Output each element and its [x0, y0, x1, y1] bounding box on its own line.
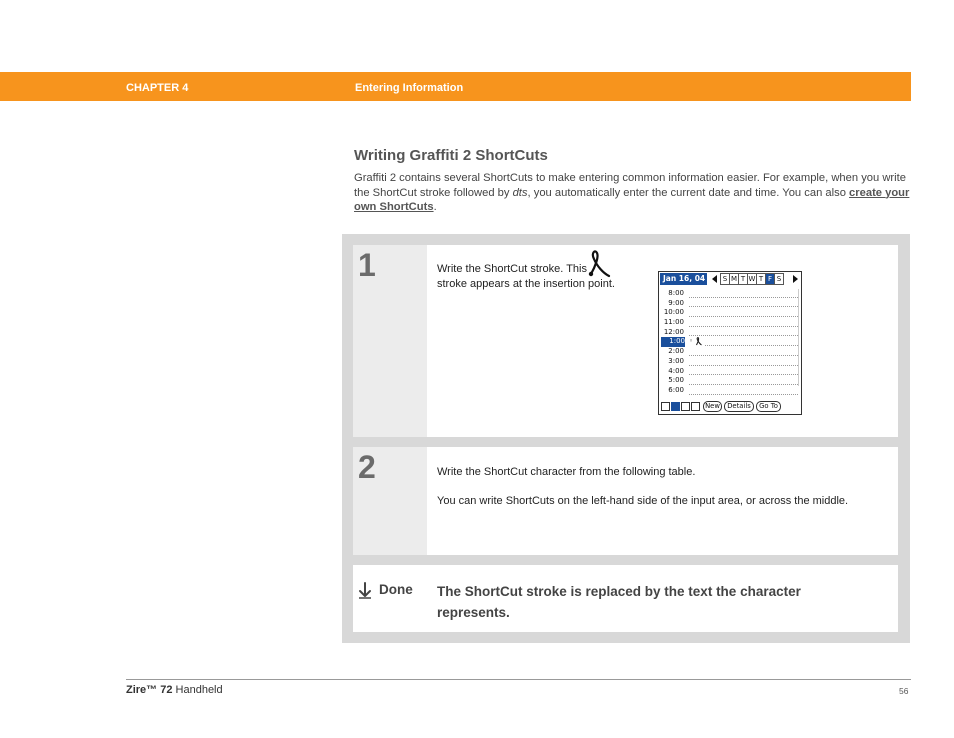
product-model: Zire™ 72: [126, 684, 173, 696]
time-label: 2:00: [668, 347, 684, 356]
day-button[interactable]: T: [756, 273, 766, 285]
next-week-arrow-icon[interactable]: [793, 275, 798, 283]
slot-line: [689, 306, 798, 307]
time-label: 8:00: [668, 289, 684, 297]
time-label: 11:00: [663, 318, 684, 327]
time-slot[interactable]: [659, 299, 801, 309]
time-slot[interactable]: [659, 328, 801, 338]
palm-calendar-screen: [658, 271, 802, 415]
slot-line: [689, 316, 798, 317]
slot-line: [705, 345, 798, 346]
day-button[interactable]: W: [748, 275, 756, 283]
step-number-column: [353, 245, 427, 437]
time-slot[interactable]: [659, 376, 801, 386]
time-slot[interactable]: [659, 386, 801, 396]
time-slot[interactable]: [659, 289, 801, 299]
slot-line: [689, 326, 798, 327]
day-view-icon[interactable]: [671, 402, 680, 411]
slot-line: [689, 374, 798, 375]
time-slot[interactable]: [659, 367, 801, 377]
day-button[interactable]: T: [738, 273, 748, 285]
step-number: 2: [358, 449, 376, 485]
page-number: 56: [899, 686, 909, 696]
intro-text-2: , you automatically enter the current date and time. You can also: [527, 186, 850, 199]
time-slot[interactable]: [659, 308, 801, 318]
done-row: [353, 565, 898, 632]
time-label: 12:00: [663, 327, 684, 336]
step-1-text-part1: Write the ShortCut stroke: [437, 263, 561, 275]
list-view-icon[interactable]: [661, 402, 670, 411]
time-slot[interactable]: [659, 357, 801, 367]
slot-line: [689, 335, 798, 336]
slot-line: [689, 355, 798, 356]
time-label: 10:00: [663, 308, 684, 317]
slot-line: [689, 365, 798, 366]
day-button-selected[interactable]: F: [765, 273, 775, 285]
time-slot-list: [659, 289, 801, 396]
scrollbar[interactable]: [798, 289, 799, 386]
step-2-paragraph-1: Write the ShortCut character from the following table.: [437, 466, 696, 478]
step-number: 1: [358, 247, 376, 283]
time-label: 5:00: [668, 376, 684, 385]
prev-week-arrow-icon[interactable]: [712, 275, 717, 283]
week-day-selector: [720, 273, 783, 285]
entry-dot: ◦: [689, 337, 694, 346]
done-text: The ShortCut stroke is replaced by the text the character represents.: [437, 584, 801, 620]
new-button[interactable]: New: [703, 401, 722, 412]
step-1: [353, 245, 898, 437]
intro-paragraph: [354, 171, 910, 215]
down-arrow-done-icon: [358, 582, 372, 599]
go-to-button[interactable]: Go To: [756, 401, 781, 412]
chapter-label: CHAPTER 4: [126, 82, 189, 94]
time-slot[interactable]: [659, 347, 801, 357]
slot-line: [689, 384, 798, 385]
day-button[interactable]: S: [720, 273, 730, 285]
time-label: 3:00: [668, 356, 684, 365]
step-number-column: [353, 447, 427, 555]
step-1-text-part2: . This stroke appears at the insertion point.: [437, 263, 615, 290]
time-slot-selected[interactable]: [659, 337, 801, 347]
time-slot[interactable]: [659, 318, 801, 328]
shortcut-stroke-small-icon: [695, 337, 702, 346]
time-label: 4:00: [668, 366, 684, 375]
week-view-icon[interactable]: [681, 402, 690, 411]
time-label: 9:00: [668, 298, 684, 307]
intro-text-1: Graffiti 2 contains several ShortCuts to make entering common information easier. For example, when you write the ShortCut stroke followed by: [354, 172, 906, 199]
month-view-icon[interactable]: [691, 402, 700, 411]
day-button[interactable]: M: [730, 275, 738, 283]
create-shortcuts-link[interactable]: create your own ShortCuts: [354, 186, 910, 213]
section-heading: Writing Graffiti 2 ShortCuts: [354, 147, 548, 164]
intro-italic: dts: [512, 186, 528, 199]
calendar-title-bar: [659, 272, 801, 286]
product-suffix: Handheld: [172, 684, 223, 696]
slot-line: [689, 297, 798, 298]
done-label: Done: [379, 582, 413, 597]
details-button[interactable]: Details: [724, 401, 754, 412]
day-button[interactable]: S: [774, 273, 784, 285]
step-2-paragraph-2: You can write ShortCuts on the left-hand side of the input area, or across the middle.: [437, 495, 849, 507]
calendar-date[interactable]: Jan 16, 04: [660, 273, 707, 285]
calendar-toolbar: [659, 400, 801, 414]
intro-text-end: .: [433, 201, 437, 213]
time-label: 1:00: [661, 337, 685, 347]
time-label: 6:00: [668, 385, 684, 394]
slot-line: [689, 394, 798, 395]
step-2: [353, 447, 898, 555]
shortcut-stroke-icon: [585, 249, 611, 279]
chapter-title: Entering Information: [355, 82, 464, 94]
footer-product-name: [126, 684, 223, 696]
footer-rule: [126, 679, 911, 680]
